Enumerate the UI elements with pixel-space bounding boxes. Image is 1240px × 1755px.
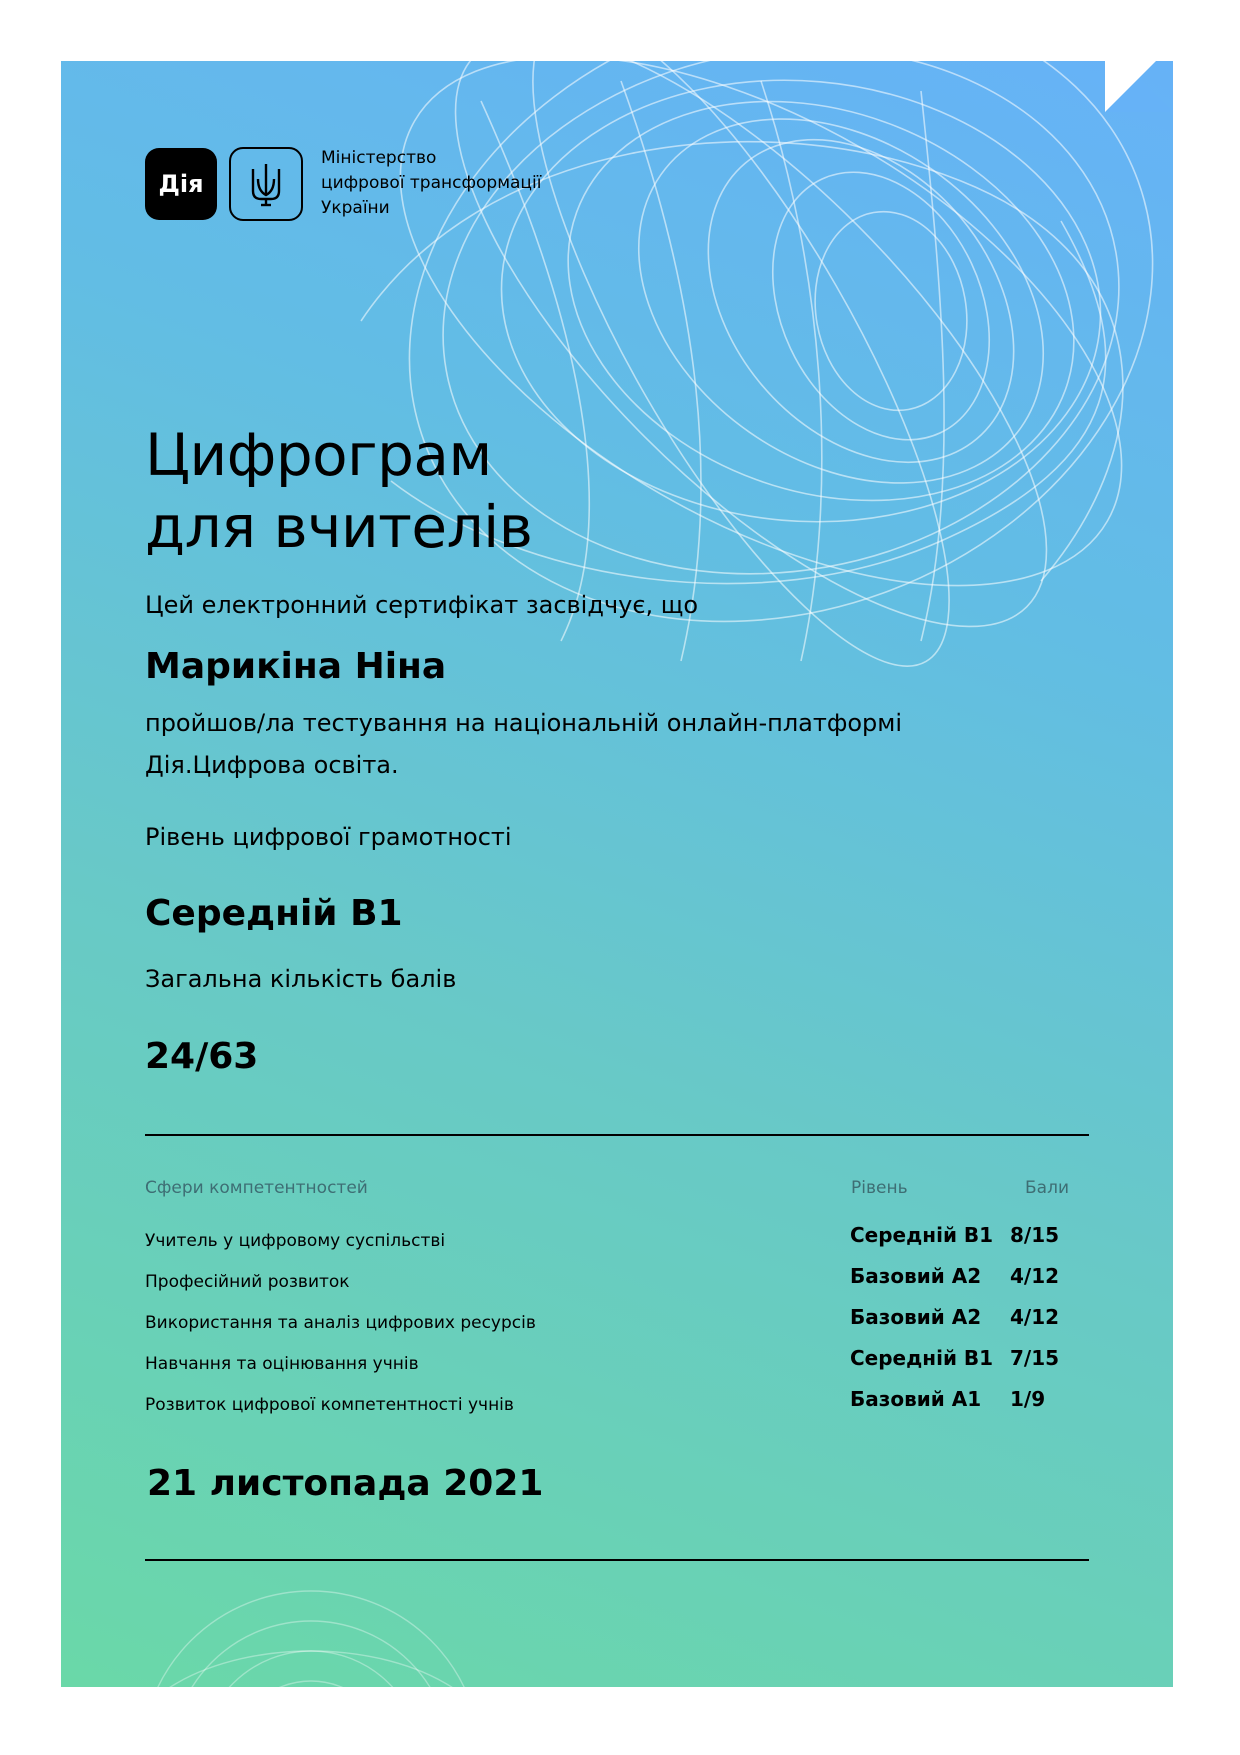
competency-row xyxy=(145,1264,1089,1308)
diia-logo-text: Дія xyxy=(158,169,204,198)
passed-text-line-2: Дія.Цифрова освіта. xyxy=(145,751,399,779)
competency-row xyxy=(145,1305,1089,1349)
divider-top xyxy=(145,1134,1089,1136)
competency-level: Базовий А2 xyxy=(850,1305,982,1329)
ministry-name xyxy=(321,146,581,221)
competency-level: Середній В1 xyxy=(850,1223,994,1247)
passed-text-line-1: пройшов/ла тестування на національній онлайн-платформі xyxy=(145,709,903,737)
score-value: 24/63 xyxy=(145,1036,259,1077)
competency-name: Учитель у цифровому суспільстві xyxy=(145,1231,446,1251)
title-line-1: Цифрограм xyxy=(145,421,492,489)
competency-name: Навчання та оцінювання учнів xyxy=(145,1354,419,1374)
person-name: Марикіна Ніна xyxy=(145,646,447,687)
competency-row xyxy=(145,1346,1089,1390)
competency-row xyxy=(145,1387,1089,1431)
competency-name: Розвиток цифрової компетентності учнів xyxy=(145,1395,514,1415)
ministry-line-3: України xyxy=(321,198,390,218)
level-label: Рівень цифрової грамотності xyxy=(145,823,512,851)
competency-level: Базовий А1 xyxy=(850,1387,982,1411)
competencies-header-level: Рівень xyxy=(851,1178,908,1198)
certificate-title xyxy=(145,419,532,563)
certifies-text: Цей електронний сертифікат засвідчує, що xyxy=(145,591,699,619)
competency-name: Використання та аналіз цифрових ресурсів xyxy=(145,1313,536,1333)
trident-icon xyxy=(229,147,303,221)
competencies-header-score: Бали xyxy=(1025,1178,1069,1198)
ministry-line-2: цифрової трансформації xyxy=(321,173,542,193)
competency-level: Базовий А2 xyxy=(850,1264,982,1288)
level-value: Середній В1 xyxy=(145,893,403,934)
certificate xyxy=(61,61,1173,1687)
title-line-2: для вчителів xyxy=(145,493,533,561)
competency-name: Професійний розвиток xyxy=(145,1272,350,1292)
divider-bottom xyxy=(145,1559,1089,1561)
diia-logo xyxy=(145,148,217,220)
competencies-header-area: Сфери компетентностей xyxy=(145,1178,368,1198)
competency-level: Середній В1 xyxy=(850,1346,994,1370)
score-label: Загальна кількість балів xyxy=(145,965,457,993)
folded-corner-flap xyxy=(1105,44,1173,112)
ministry-line-1: Міністерство xyxy=(321,148,437,168)
competency-score: 8/15 xyxy=(1010,1223,1060,1247)
competency-row xyxy=(145,1223,1089,1267)
logo-row xyxy=(145,146,581,221)
competency-score: 4/12 xyxy=(1010,1264,1060,1288)
certificate-date: 21 листопада 2021 xyxy=(147,1463,544,1504)
competency-score: 4/12 xyxy=(1010,1305,1060,1329)
competency-score: 1/9 xyxy=(1010,1387,1046,1411)
competency-score: 7/15 xyxy=(1010,1346,1060,1370)
decorative-wireframe xyxy=(61,61,1173,1687)
